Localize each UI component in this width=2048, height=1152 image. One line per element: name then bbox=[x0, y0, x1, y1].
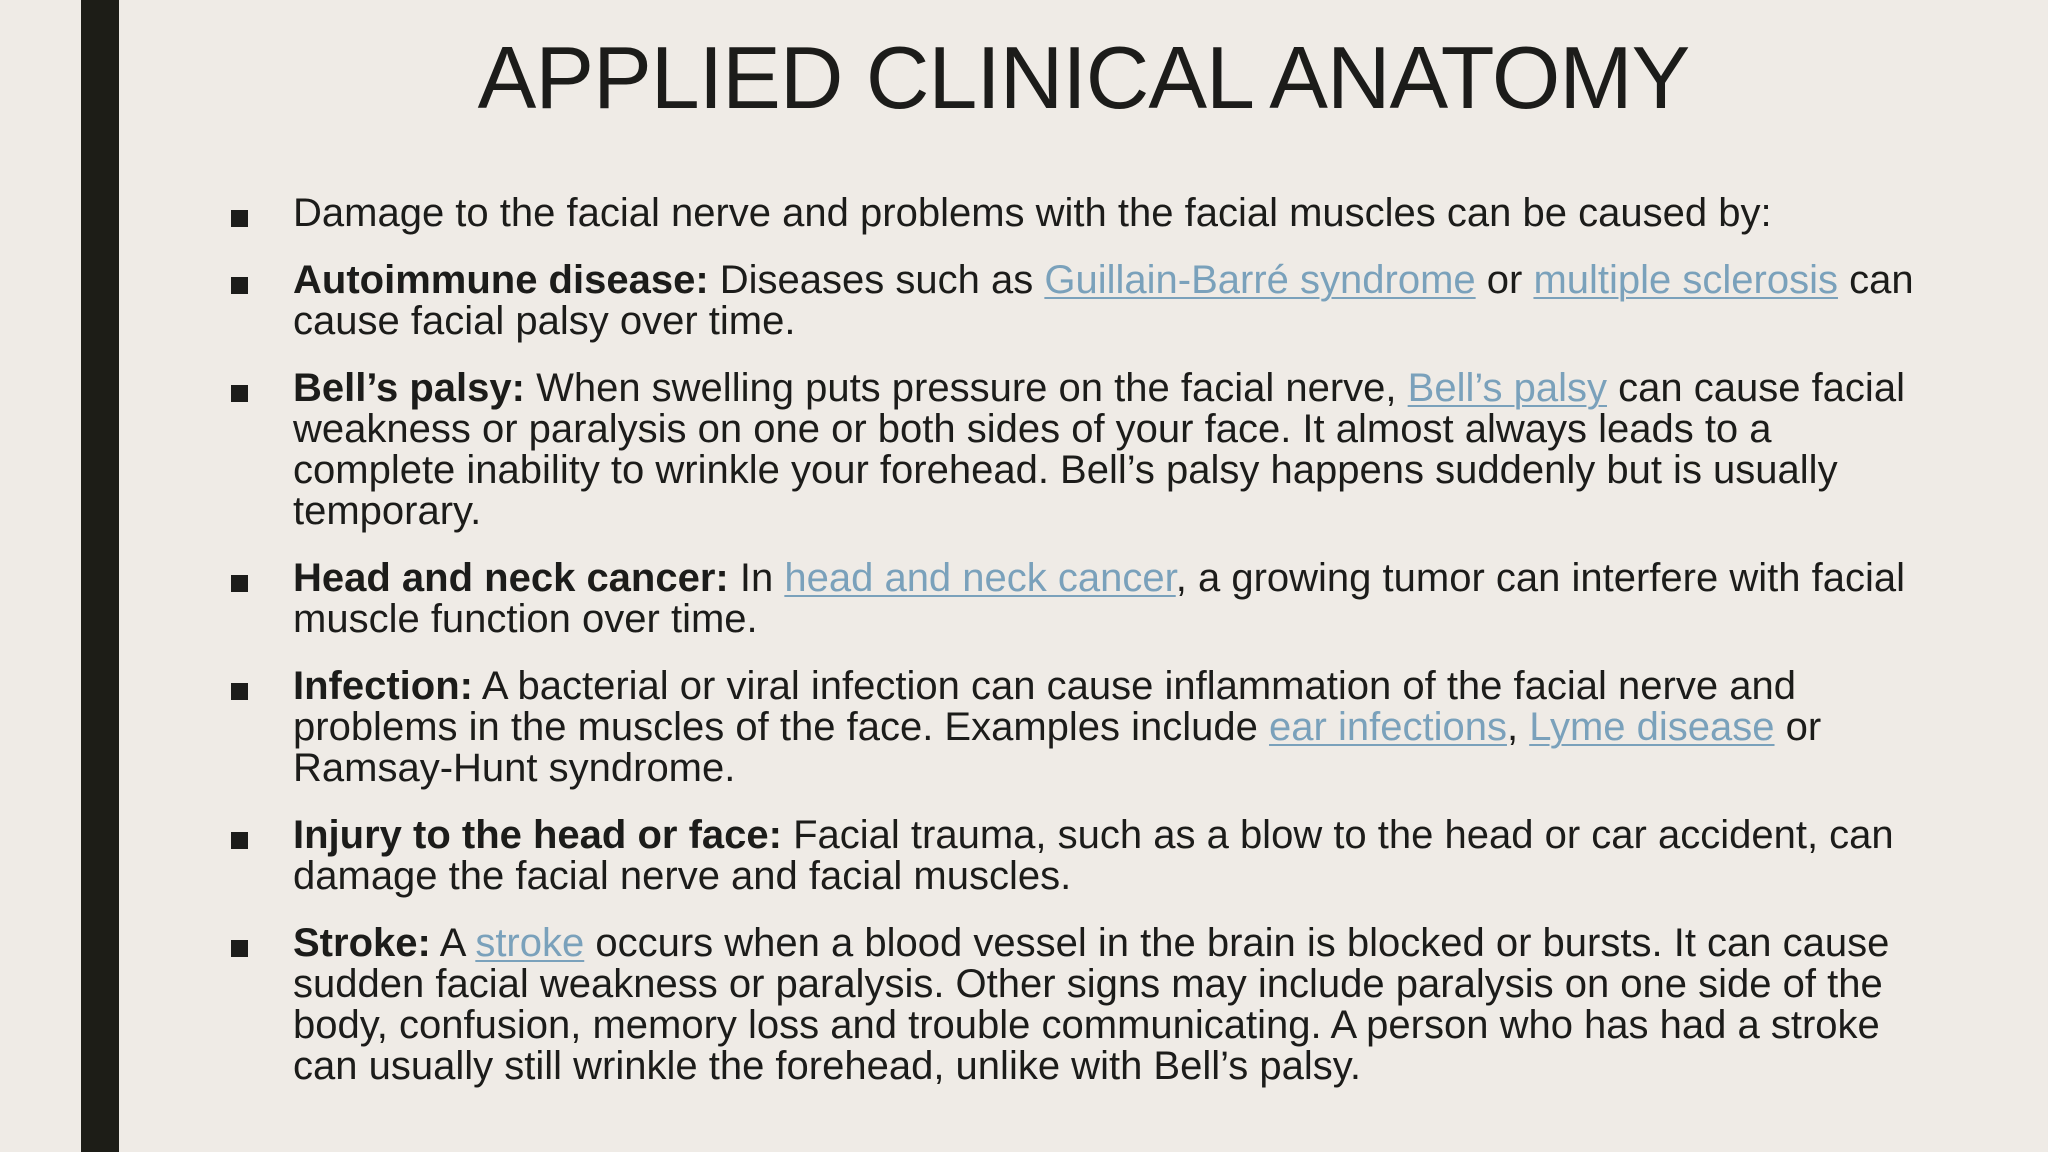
square-bullet-icon bbox=[231, 210, 248, 227]
bullet-term: Infection: bbox=[293, 664, 473, 708]
bullet-head-neck-cancer bbox=[228, 558, 1928, 640]
bullet-intro-text: Damage to the facial nerve and problems with the facial muscles can be caused by: bbox=[293, 191, 1772, 235]
bullet-term: Autoimmune disease: bbox=[293, 258, 709, 302]
bullet-text: A bacterial or viral infection can cause inflammation of the facial nerve and problems in the muscles of the face. Examples include bbox=[293, 664, 1796, 749]
square-bullet-icon bbox=[231, 277, 248, 294]
bullet-infection bbox=[228, 666, 1928, 789]
bullet-injury bbox=[228, 815, 1928, 897]
bullet-term: Stroke: bbox=[293, 921, 431, 965]
square-bullet-icon bbox=[231, 385, 248, 402]
slide-accent-bar bbox=[81, 0, 119, 1152]
bullet-term: Injury to the head or face: bbox=[293, 813, 782, 857]
bullet-text: , bbox=[1506, 705, 1530, 749]
bullet-text: or Ramsay-Hunt syndrome. bbox=[293, 705, 1822, 790]
guillain-barre-link[interactable]: Guillain-Barré syndrome bbox=[1044, 258, 1476, 302]
bullet-intro bbox=[228, 193, 1928, 234]
bullet-stroke bbox=[228, 923, 1928, 1087]
lyme-disease-link[interactable]: Lyme disease bbox=[1529, 705, 1775, 749]
square-bullet-icon bbox=[231, 940, 248, 957]
square-bullet-icon bbox=[231, 683, 248, 700]
stroke-link[interactable]: stroke bbox=[475, 921, 585, 965]
slide-title: APPLIED CLINICAL ANATOMY bbox=[477, 28, 1690, 127]
square-bullet-icon bbox=[231, 575, 248, 592]
bullet-text: or bbox=[1475, 258, 1534, 302]
ear-infections-link[interactable]: ear infections bbox=[1269, 705, 1507, 749]
bullet-text: In bbox=[728, 556, 785, 600]
bullet-bells-palsy bbox=[228, 368, 1928, 532]
bullet-text: Diseases such as bbox=[708, 258, 1045, 302]
bullet-text: When swelling puts pressure on the facial nerve, bbox=[524, 366, 1408, 410]
bullet-text: can cause facial weakness or paralysis on one or both sides of your face. It almost always leads to a complete inability to wrinkle your forehead. Bell’s palsy happens suddenly but is usually temporary. bbox=[293, 366, 1905, 533]
bells-palsy-link[interactable]: Bell’s palsy bbox=[1407, 366, 1607, 410]
bullet-text: can cause facial palsy over time. bbox=[293, 258, 1914, 343]
bullet-list bbox=[228, 193, 1928, 1113]
square-bullet-icon bbox=[231, 832, 248, 849]
bullet-text: Facial trauma, such as a blow to the head or car accident, can damage the facial nerve and facial muscles. bbox=[293, 813, 1894, 898]
bullet-text: occurs when a blood vessel in the brain is blocked or bursts. It can cause sudden facial weakness or paralysis. Other signs may include paralysis on one side of the body, confusion, memory loss and trouble communicating. A person who has had a stroke can usually still wrinkle the forehead, unlike with Bell’s palsy. bbox=[293, 921, 1890, 1088]
bullet-autoimmune bbox=[228, 260, 1928, 342]
head-neck-cancer-link[interactable]: head and neck cancer bbox=[784, 556, 1176, 600]
bullet-text: A bbox=[430, 921, 476, 965]
bullet-text: , a growing tumor can interfere with facial muscle function over time. bbox=[293, 556, 1905, 641]
bullet-term: Bell’s palsy: bbox=[293, 366, 525, 410]
bullet-term: Head and neck cancer: bbox=[293, 556, 729, 600]
multiple-sclerosis-link[interactable]: multiple sclerosis bbox=[1533, 258, 1838, 302]
